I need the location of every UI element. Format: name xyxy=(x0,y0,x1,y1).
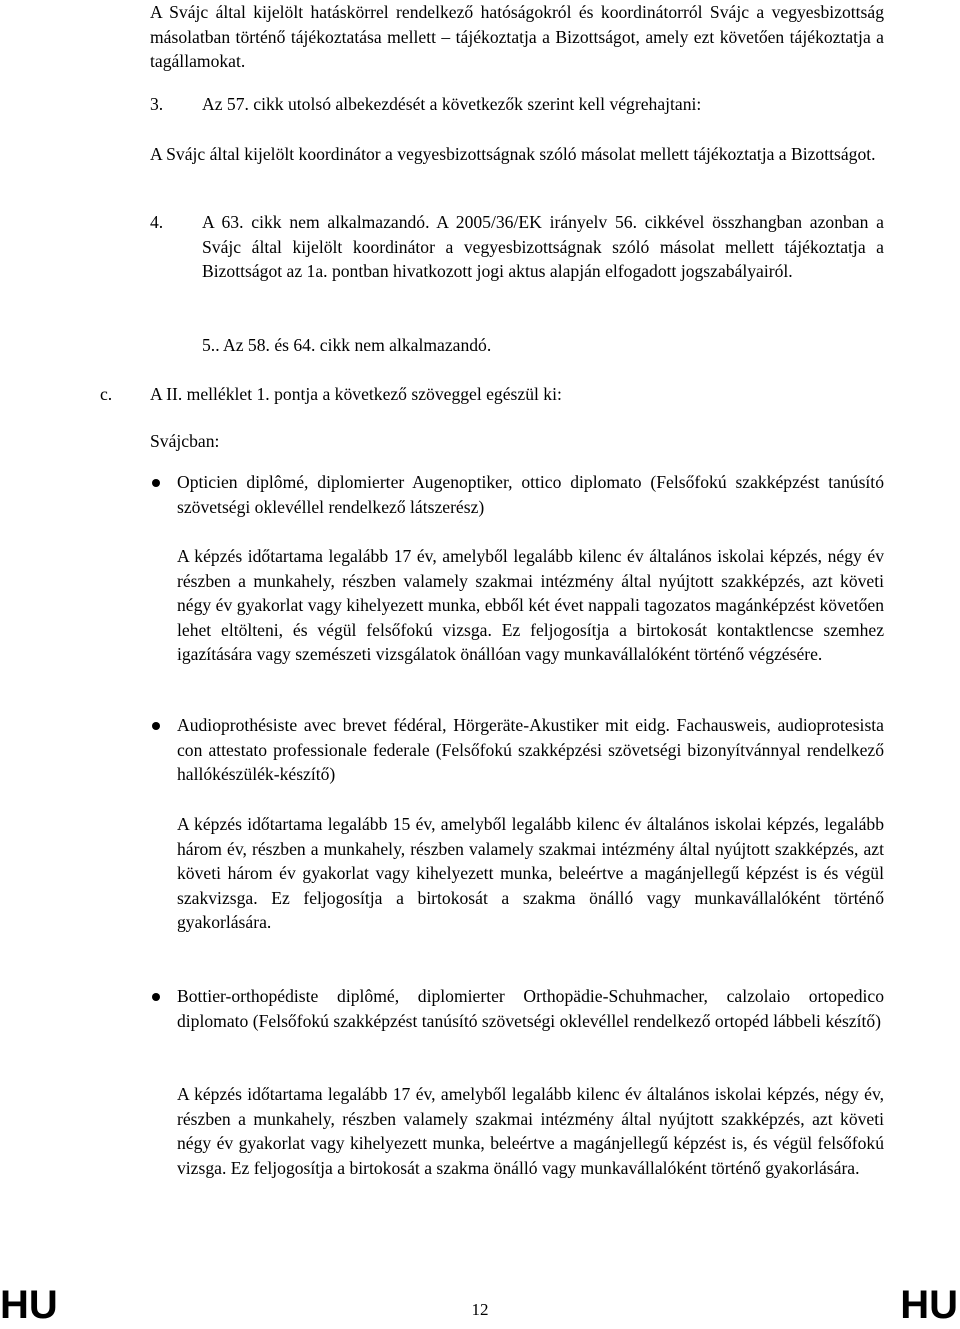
bullet-2-title: Audioprothésiste avec brevet fédéral, Hörgeräte-Akustiker mit eidg. Fachausweis, audioprotesista con attestato professionale federale (Felsőfokú szakképzési szövetségi bizonyítvánnyal rendelkező hallókészülék-készítő) xyxy=(177,715,884,785)
item-3-body: A Svájc által kijelölt koordinátor a vegyesbizottságnak szóló másolat mellett tájékoztatja a Bizottságot. xyxy=(150,144,876,164)
bullet-1-title: Opticien diplômé, diplomierter Augenoptiker, ottico diplomato (Felsőfokú szakképzést tanúsító szövetségi oklevéllel rendelkező látszerész) xyxy=(177,472,884,517)
bullet-2-desc: A képzés időtartama legalább 15 év, amelyből legalább kilenc év általános iskolai képzés, legalább három év, részben a munkahely, részben valamely szakmai intézmény által nyújtott szakképzés, azt követi három év gyakorlat vagy kihelyezett munka, beleértve a magánjellegű képzést is és végül szakvizsga. Ez feljogosítja a birtokosát a szakma önálló vagy munkavállalóként történő gyakorlására. xyxy=(177,814,884,933)
item-5-text: 5.. Az 58. és 64. cikk nem alkalmazandó. xyxy=(202,335,492,355)
bullet-icon xyxy=(152,479,160,487)
bullet-3-title: Bottier-orthopédiste diplômé, diplomierter Orthopädie-Schuhmacher, calzolaio ortopedico diplomato (Felsőfokú szakképzést tanúsító szövetségi oklevéllel rendelkező ortopéd lábbeli készítő) xyxy=(177,986,884,1031)
section-c-text: A II. melléklet 1. pontja a következő szöveggel egészül ki: xyxy=(150,384,562,404)
footer-language-right: HU xyxy=(900,1283,958,1327)
page-number: 12 xyxy=(471,1300,489,1319)
bullet-1-desc: A képzés időtartama legalább 17 év, amelyből legalább kilenc év általános iskolai képzés, négy év részben a munkahely, részben valamely szakmai intézmény által nyújtott szakképzés, azt követi négy év gyakorlat vagy kihelyezett munka, ebből két évet nappali tagozatos magánképzést követően lehet eltölteni, és végül felsőfokú vizsga. Ez feljogosítja a birtokosát kontaktlencse szemhez igazítására vagy szemészeti vizsgálatok önállóan vagy munkavállalóként történő végzésére. xyxy=(177,546,884,665)
footer-language-left: HU xyxy=(0,1283,58,1327)
bullet-icon xyxy=(152,722,160,730)
item-4-number: 4. xyxy=(150,212,164,232)
item-3-number: 3. xyxy=(150,94,164,114)
bullet-3-desc: A képzés időtartama legalább 17 év, amelyből legalább kilenc év általános iskolai képzés, négy év, részben a munkahely, részben valamely szakmai intézmény által nyújtott szakképzés, azt követi négy év gyakorlat vagy kihelyezett munka, beleértve a magánjellegű képzést is, és végül felsőfokú vizsga. Ez feljogosítja a birtokosát a szakma önálló vagy munkavállalóként történő gyakorlására. xyxy=(177,1084,884,1178)
item-4-text: A 63. cikk nem alkalmazandó. A 2005/36/EK irányelv 56. cikkével összhangban azonban a Svájc által kijelölt koordinátor a vegyesbizottságnak szóló másolat mellett tájékoztatja a Bizottságot az 1a. pontban hivatkozott jogi aktus alapján elfogadott jogszabályairól. xyxy=(202,212,884,282)
intro-paragraph: A Svájc által kijelölt hatáskörrel rendelkező hatóságokról és koordinátorról Svájc a vegyesbizottság másolatban történő tájékoztatása mellett – tájékoztatja a Bizottságot, amely ezt követően tájékoztatja a tagállamokat. xyxy=(150,2,884,72)
svajcban-heading: Svájcban: xyxy=(150,431,220,451)
item-3-text: Az 57. cikk utolsó albekezdését a következők szerint kell végrehajtani: xyxy=(202,94,702,114)
section-c-letter: c. xyxy=(100,384,113,404)
bullet-icon xyxy=(152,993,160,1001)
